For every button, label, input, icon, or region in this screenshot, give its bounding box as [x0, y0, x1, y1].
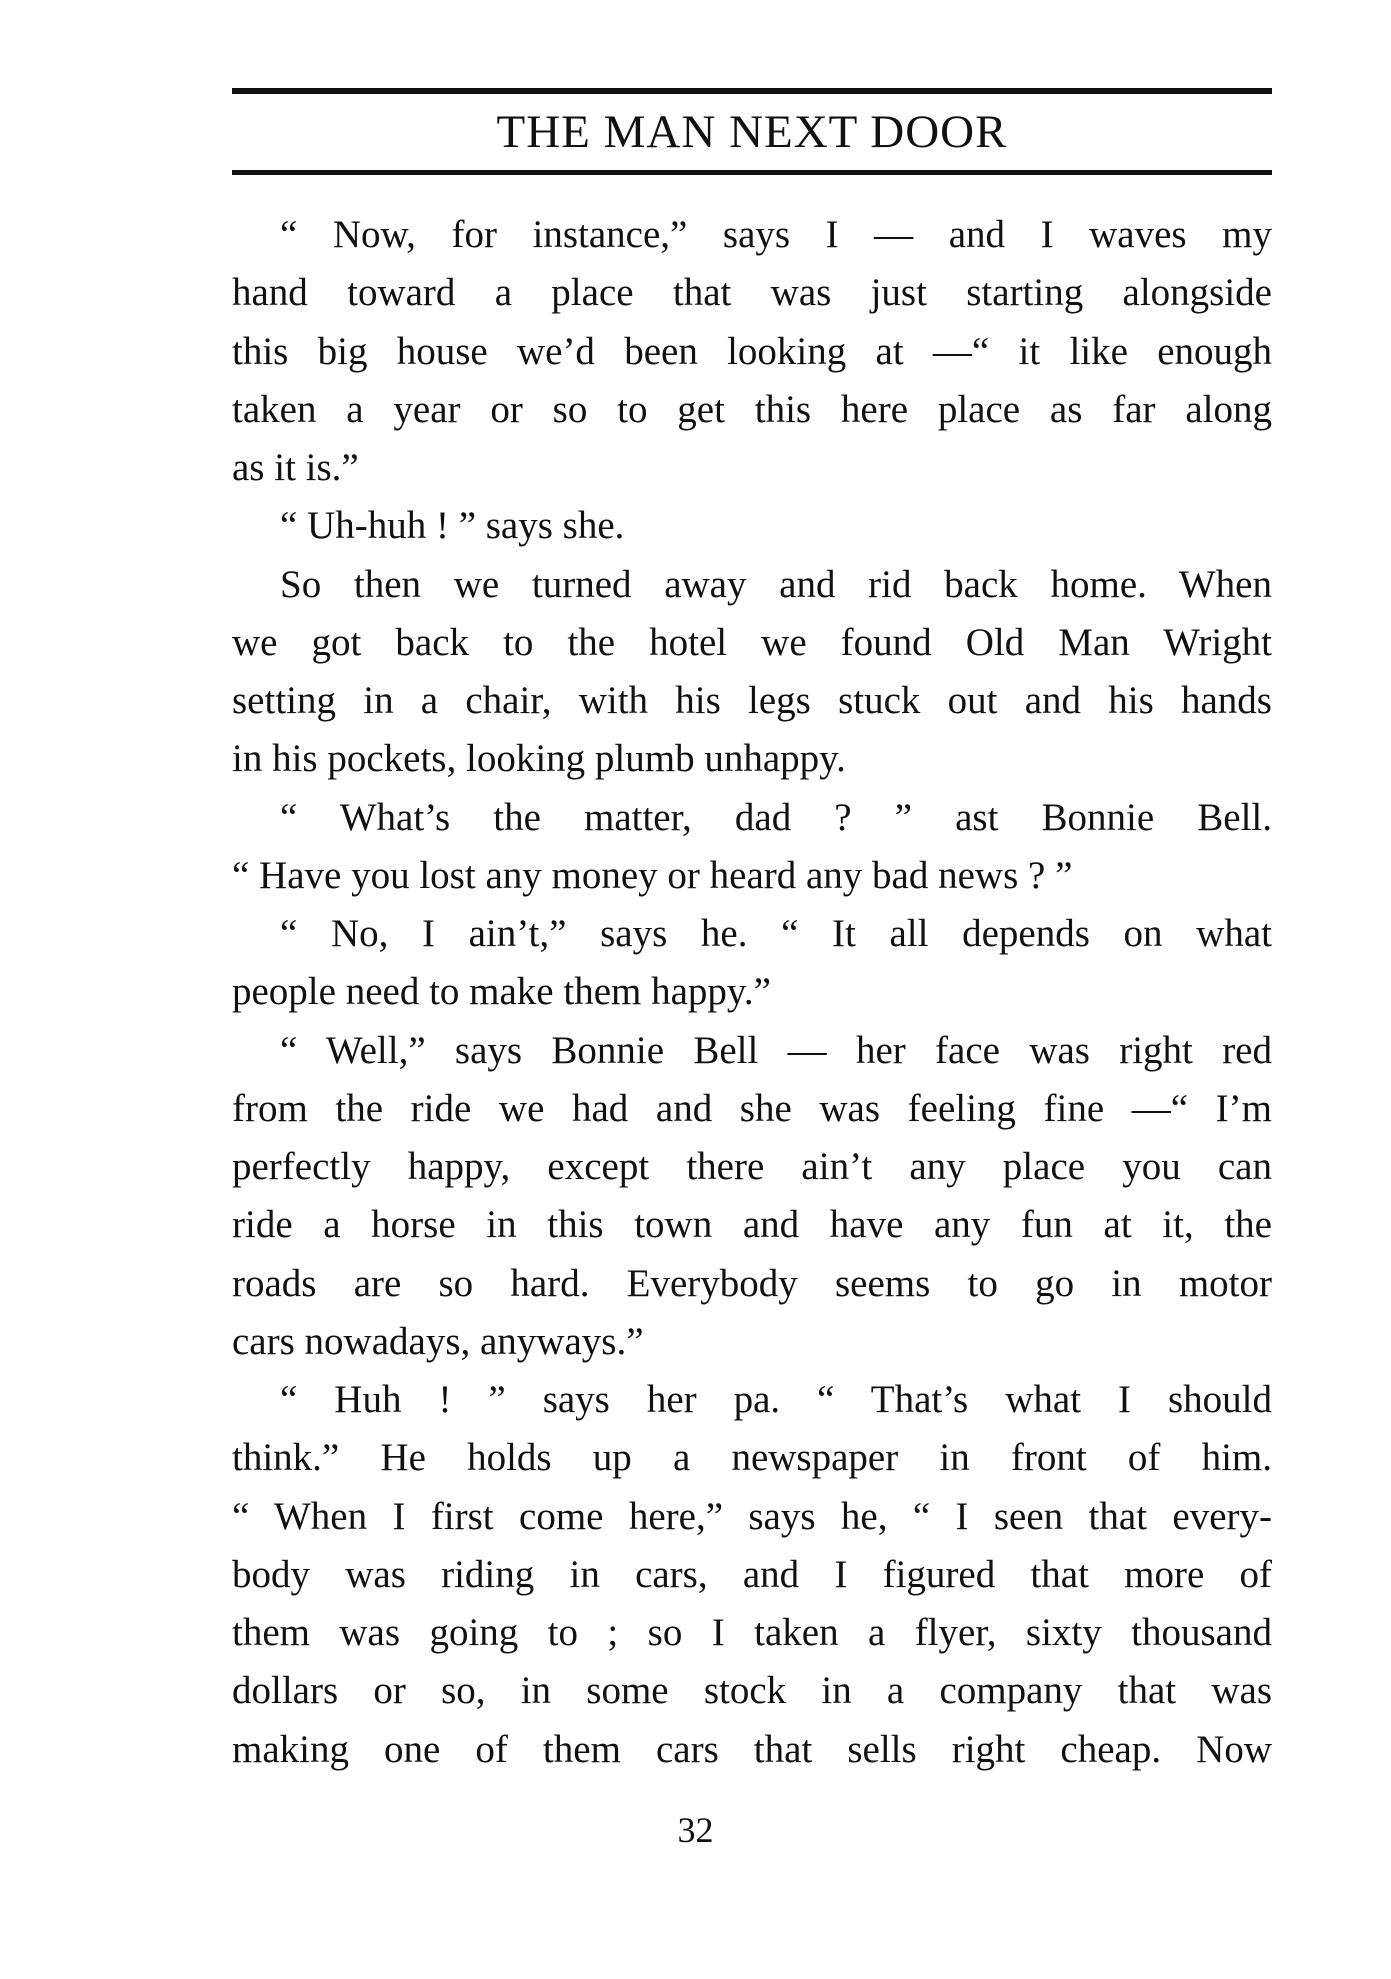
text-line: “ Huh ! ” says her pa. “ That’s what I should — [280, 1378, 1272, 1421]
text-line: perfectly happy, except there ain’t any place you can — [232, 1145, 1272, 1188]
text-line: setting in a chair, with his legs stuck out and his hands — [232, 679, 1272, 722]
text-line: “ Have you lost any money or heard any bad news ? ” — [232, 853, 1073, 897]
running-head: THE MAN NEXT DOOR — [496, 106, 1008, 158]
body-text — [232, 206, 1272, 1779]
text-line: “ When I first come here,” says he, “ I seen that every- — [232, 1494, 1272, 1538]
text-line: people need to make them happy.” — [232, 970, 771, 1014]
text-line: “ Uh-huh ! ” says she. — [280, 504, 625, 548]
text-line: hand toward a place that was just starting alongside — [232, 271, 1272, 315]
header-rule-top — [232, 88, 1272, 94]
text-line: in his pockets, looking plumb unhappy. — [232, 737, 846, 781]
text-line: dollars or so, in some stock in a company that was — [232, 1669, 1272, 1713]
text-line: ride a horse in this town and have any fun at it, the — [232, 1203, 1272, 1247]
text-line: “ What’s the matter, dad ? ” ast Bonnie Bell. — [280, 795, 1272, 839]
text-line: So then we turned away and rid back home. When — [280, 562, 1272, 606]
page-number: 32 — [677, 1810, 714, 1850]
text-line: from the ride we had and she was feeling fine —“ I’m — [232, 1086, 1272, 1130]
text-line: this big house we’d been looking at —“ it like enough — [232, 329, 1272, 373]
text-line: “ Well,” says Bonnie Bell — her face was right red — [280, 1028, 1272, 1072]
text-line: cars nowadays, anyways.” — [232, 1319, 644, 1363]
text-line: body was riding in cars, and I figured that more of — [232, 1552, 1272, 1596]
text-line: them was going to ; so I taken a flyer, sixty thousand — [232, 1611, 1272, 1654]
header-rule-bottom — [232, 170, 1272, 175]
text-line: “ No, I ain’t,” says he. “ It all depends on what — [280, 912, 1272, 955]
text-line: think.” He holds up a newspaper in front of him. — [232, 1436, 1272, 1480]
text-line: as it is.” — [232, 446, 359, 489]
text-line: roads are so hard. Everybody seems to go in motor — [232, 1261, 1272, 1305]
text-line: “ Now, for instance,” says I — and I waves my — [280, 213, 1272, 256]
text-line: making one of them cars that sells right cheap. Now — [232, 1727, 1272, 1771]
text-line: taken a year or so to get this here place as far along — [232, 387, 1272, 431]
text-line: we got back to the hotel we found Old Man Wright — [232, 620, 1272, 664]
